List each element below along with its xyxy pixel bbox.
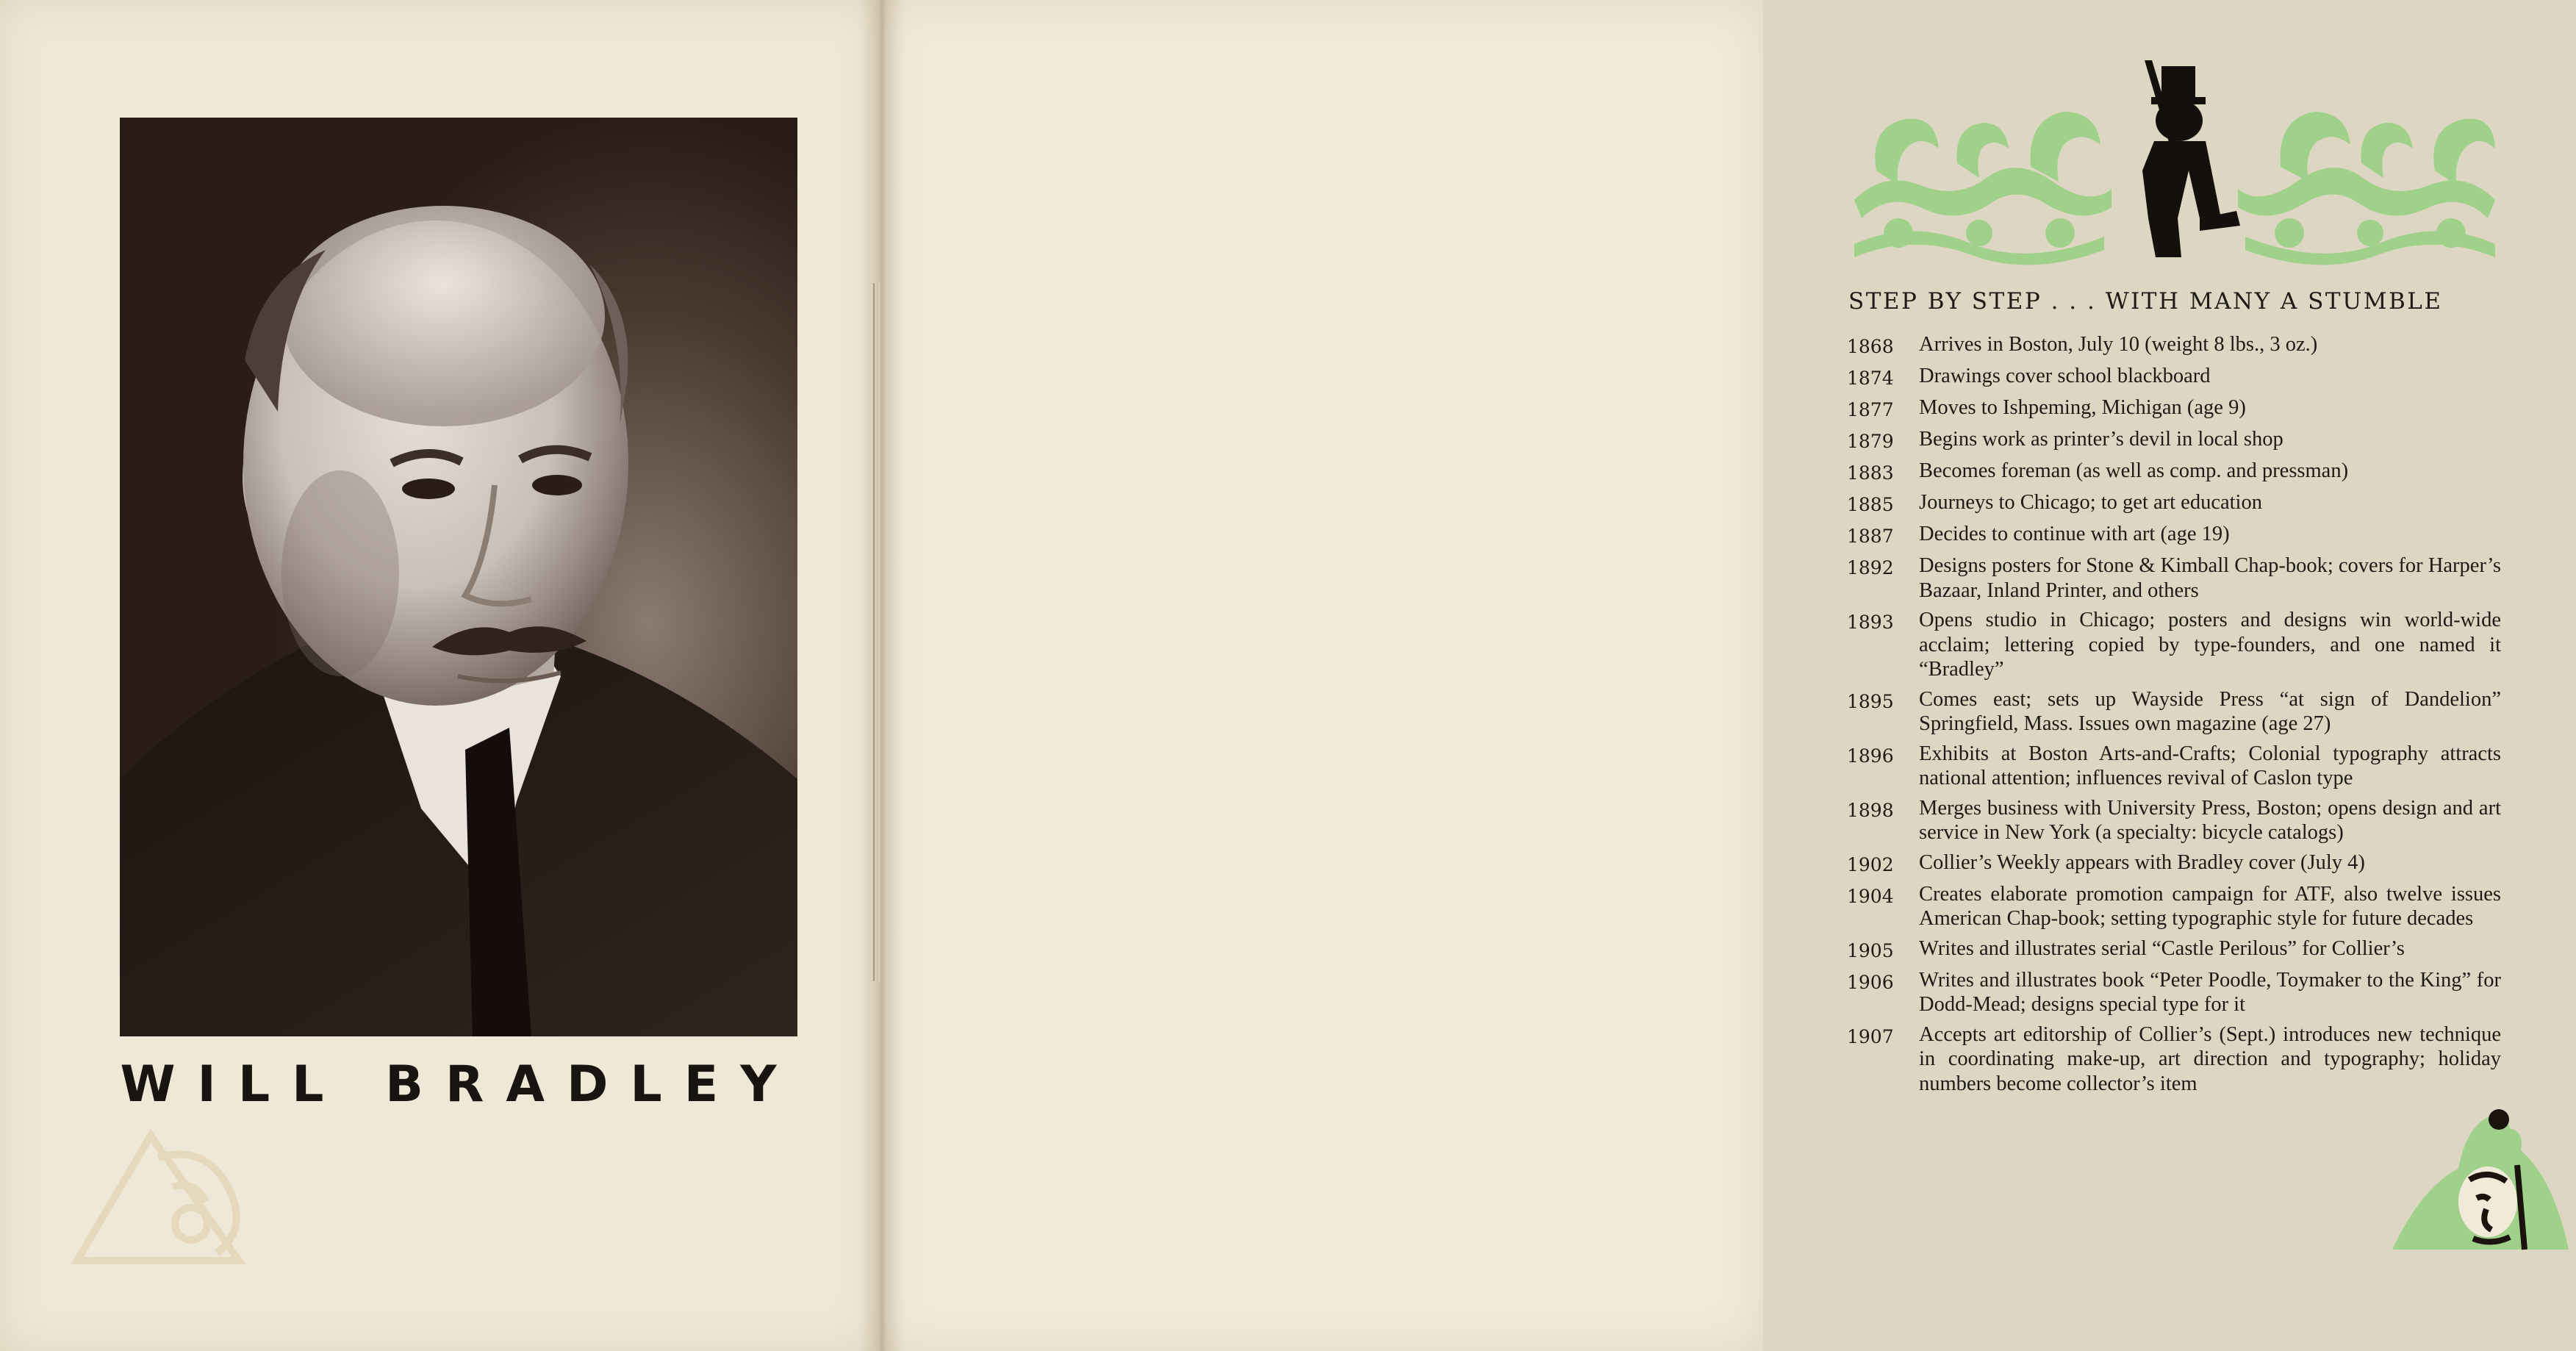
book-gutter bbox=[860, 0, 904, 1351]
vine-ornament-icon bbox=[1854, 60, 2495, 257]
chronology-entry bbox=[1847, 459, 2501, 485]
entry-text: Creates elaborate promotion campaign for ATF, also twelve issues American Chap-book; setting typographic style for future decades bbox=[1919, 882, 2501, 930]
entry-year: 1902 bbox=[1847, 853, 1894, 875]
chronology-entry bbox=[1847, 332, 2501, 359]
chronology-entry bbox=[1847, 850, 2501, 877]
entry-year: 1879 bbox=[1847, 431, 1894, 452]
chronology-title: STEP BY STEP . . . WITH MANY A STUMBLE bbox=[1848, 288, 2443, 315]
walking-figure-icon bbox=[2142, 60, 2240, 257]
entry-text: Merges business with University Press, Boston; opens design and art service in New York (a specialty: bicycle catalogs) bbox=[1919, 796, 2501, 844]
entry-text: Accepts art editorship of Collier’s (Sept.) introduces new technique in coordinating make-up, art direction and typography; holiday numbers become collector’s item bbox=[1919, 1022, 2501, 1095]
chronology-entry bbox=[1847, 364, 2501, 390]
entry-year: 1896 bbox=[1847, 745, 1894, 767]
entry-year: 1887 bbox=[1847, 526, 1894, 547]
chronology-entry bbox=[1847, 882, 2501, 931]
entry-text: Writes and illustrates serial “Castle Perilous” for Collier’s bbox=[1919, 936, 2405, 960]
entry-text: Arrives in Boston, July 10 (weight 8 lbs., 3 oz.) bbox=[1919, 333, 2318, 356]
jester-head-icon bbox=[2378, 1099, 2576, 1257]
entry-text: Decides to continue with art (age 19) bbox=[1919, 523, 2230, 545]
entry-year: 1877 bbox=[1847, 399, 1894, 420]
entry-text: Becomes foreman (as well as comp. and pressman) bbox=[1919, 459, 2349, 482]
chronology-entry bbox=[1847, 1022, 2501, 1097]
portrait-caption: WILL BRADLEY bbox=[120, 1056, 799, 1114]
entry-text: Comes east; sets up Wayside Press “at sign of Dandelion” Springfield, Mass. Issues own magazine (age 27) bbox=[1919, 687, 2501, 735]
entry-text: Writes and illustrates book “Peter Poodle, Toymaker to the King” for Dodd-Mead; designs special type for it bbox=[1919, 968, 2501, 1016]
binding-stitch bbox=[873, 283, 880, 981]
entry-year: 1883 bbox=[1847, 462, 1894, 484]
entry-year: 1898 bbox=[1847, 799, 1894, 821]
entry-year: 1907 bbox=[1847, 1025, 1894, 1047]
entry-text: Journeys to Chicago; to get art education bbox=[1919, 491, 2262, 514]
portrait-photo bbox=[120, 118, 797, 1036]
entry-year: 1895 bbox=[1847, 690, 1894, 712]
chronology-entry bbox=[1847, 608, 2501, 682]
entry-year: 1885 bbox=[1847, 494, 1894, 515]
entry-text: Exhibits at Boston Arts-and-Crafts; Colonial typography attracts national attention; influences revival of Caslon type bbox=[1919, 742, 2501, 789]
chronology-entry bbox=[1847, 395, 2501, 422]
chronology-entry bbox=[1847, 427, 2501, 454]
entry-year: 1892 bbox=[1847, 557, 1894, 578]
entry-text: Begins work as printer’s devil in local shop bbox=[1919, 428, 2283, 451]
entry-year: 1874 bbox=[1847, 368, 1894, 389]
entry-text: Collier’s Weekly appears with Bradley cover (July 4) bbox=[1919, 850, 2365, 874]
chronology-entry bbox=[1847, 968, 2501, 1017]
entry-text: Designs posters for Stone & Kimball Chap-book; covers for Harper’s Bazaar, Inland Printer, and others bbox=[1919, 554, 2501, 602]
entry-text: Opens studio in Chicago; posters and designs win world-wide acclaim; lettering copied by type-founders, and one named it “Bradley” bbox=[1919, 609, 2501, 681]
entry-year: 1893 bbox=[1847, 612, 1894, 633]
chronology-entry bbox=[1847, 796, 2501, 845]
entry-year: 1906 bbox=[1847, 971, 1894, 993]
chronology-entry bbox=[1847, 687, 2501, 737]
chronology-entry bbox=[1847, 936, 2501, 963]
entry-year: 1904 bbox=[1847, 885, 1894, 907]
entry-year: 1905 bbox=[1847, 939, 1894, 961]
chronology-entry bbox=[1847, 553, 2501, 603]
entry-year: 1868 bbox=[1847, 336, 1894, 357]
chronology-entry bbox=[1847, 522, 2501, 548]
entry-text: Drawings cover school blackboard bbox=[1919, 365, 2211, 387]
faded-ornament-icon bbox=[62, 1114, 261, 1275]
chronology-entry bbox=[1847, 490, 2501, 517]
left-page bbox=[0, 0, 878, 1351]
chronology-list bbox=[1847, 332, 2501, 1101]
portrait-illustration bbox=[120, 118, 797, 1036]
right-page bbox=[878, 0, 2501, 1351]
entry-text: Moves to Ishpeming, Michigan (age 9) bbox=[1919, 396, 2246, 419]
chronology-entry bbox=[1847, 742, 2501, 791]
